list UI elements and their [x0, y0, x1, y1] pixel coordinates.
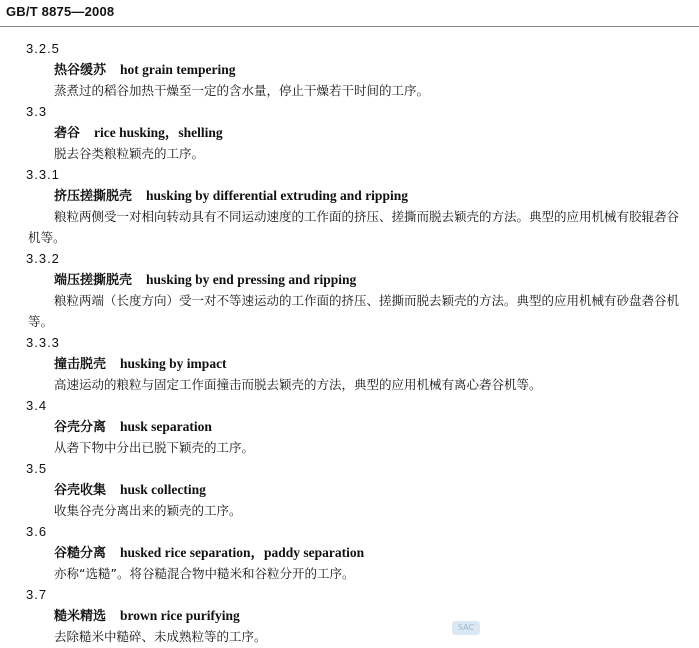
term-definition: 脱去谷类粮粒颖壳的工序。: [54, 146, 205, 161]
term-entry: [0, 458, 699, 521]
term-chinese: 热谷缓苏: [54, 63, 107, 78]
term-entry: [0, 101, 699, 164]
term-chinese: 端压搓撕脱壳: [54, 273, 133, 288]
term-english: rice husking，shelling: [94, 125, 223, 140]
watermark-logo: SAC: [452, 621, 480, 635]
term-line: [54, 605, 699, 626]
clause-number: 3.3: [26, 104, 48, 119]
term-definition: 收集谷壳分离出来的颖壳的工序。: [54, 503, 242, 518]
term-chinese: 谷壳分离: [54, 420, 107, 435]
term-line: [54, 59, 699, 80]
term-line: [54, 122, 699, 143]
term-definition: 亦称“选糙”。将谷糙混合物中糙米和谷粒分开的工序。: [54, 566, 355, 581]
term-definition: 高速运动的粮粒与固定工作面撞击而脱去颖壳的方法，典型的应用机械有离心砻谷机等。: [54, 377, 542, 392]
term-definition: 去除糙米中糙碎、未成熟粒等的工序。: [54, 629, 267, 644]
term-line: [54, 479, 699, 500]
term-line: [54, 353, 699, 374]
term-entry: [0, 332, 699, 395]
term-line: [54, 542, 699, 563]
term-line: [54, 185, 699, 206]
term-chinese: 砻谷: [54, 126, 81, 141]
term-english: husking by differential extruding and ripping: [146, 188, 408, 203]
term-english: husking by impact: [120, 356, 227, 371]
term-definition: 粮粒两端（长度方向）受一对不等速运动的工作面的挤压、搓撕而脱去颖壳的方法。典型的应用机械有砂盘砻谷机等。: [28, 293, 680, 329]
term-chinese: 撞击脱壳: [54, 357, 107, 372]
term-english: brown rice purifying: [120, 608, 240, 623]
clause-number: 3.7: [26, 587, 48, 602]
clause-number: 3.6: [26, 524, 48, 539]
term-english: husking by end pressing and ripping: [146, 272, 357, 287]
term-english: husked rice separation，paddy separation: [120, 545, 365, 560]
term-english: husk collecting: [120, 482, 206, 497]
clause-number: 3.4: [26, 398, 48, 413]
clause-number: 3.3.1: [26, 167, 60, 182]
term-chinese: 挤压搓撕脱壳: [54, 189, 133, 204]
clause-number: 3.5: [26, 461, 48, 476]
term-chinese: 谷壳收集: [54, 483, 107, 498]
term-entry: [0, 521, 699, 584]
clause-number: 3.2.5: [26, 41, 60, 56]
term-chinese: 谷糙分离: [54, 546, 107, 561]
term-chinese: 糙米精选: [54, 609, 107, 624]
term-entry: [0, 164, 699, 248]
term-entry: [0, 38, 699, 101]
clause-number: 3.3.3: [26, 335, 60, 350]
term-english: hot grain tempering: [120, 62, 236, 77]
term-definition: 蒸煮过的稻谷加热干燥至一定的含水量，停止干燥若干时间的工序。: [54, 83, 430, 98]
term-entry: [0, 395, 699, 458]
term-entries: [0, 38, 699, 647]
term-definition: 从砻下物中分出已脱下颖壳的工序。: [54, 440, 255, 455]
term-line: [54, 416, 699, 437]
term-english: husk separation: [120, 419, 212, 434]
term-entry: [0, 584, 699, 647]
term-line: [54, 269, 699, 290]
term-entry: [0, 248, 699, 332]
clause-number: 3.3.2: [26, 251, 60, 266]
standard-code-header: GB/T 8875—2008: [6, 4, 115, 19]
header-rule: [0, 26, 699, 27]
term-definition: 粮粒两侧受一对相向转动具有不同运动速度的工作面的挤压、搓撕而脱去颖壳的方法。典型的应用机械有胶辊砻谷机等。: [28, 209, 680, 245]
